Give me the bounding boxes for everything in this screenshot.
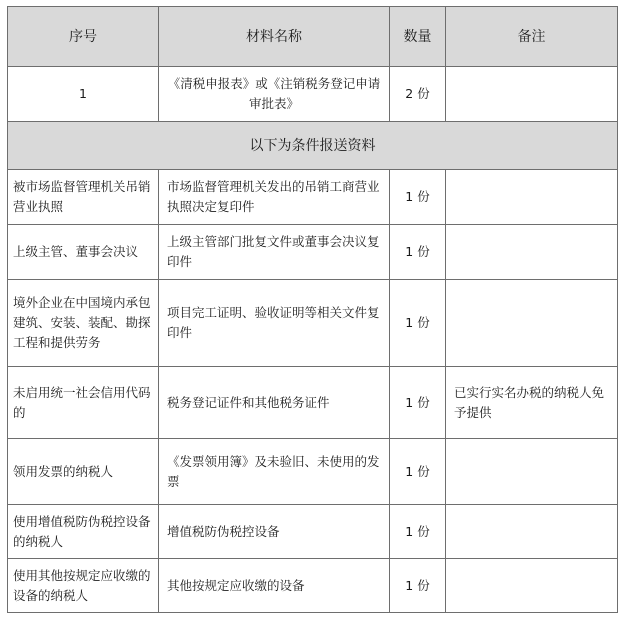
header-no: 序号 [8,7,159,67]
row-material: 《发票领用簿》及未验旧、未使用的发票 [159,439,390,505]
row-note [446,225,618,280]
row-category: 未启用统一社会信用代码的 [8,367,159,439]
materials-table [7,6,618,613]
section-title: 以下为条件报送资料 [8,122,618,170]
row-qty: 1 份 [390,170,446,225]
row-note [446,67,618,122]
row-category: 使用其他按规定应收缴的设备的纳税人 [8,559,159,613]
table-row [8,170,618,225]
row-category: 被市场监督管理机关吊销营业执照 [8,170,159,225]
table-row [8,367,618,439]
row-qty: 1 份 [390,505,446,559]
row-material: 增值税防伪税控设备 [159,505,390,559]
section-row [8,122,618,170]
table-row [8,505,618,559]
row-material: 项目完工证明、验收证明等相关文件复印件 [159,280,390,367]
table-row [8,225,618,280]
row-note [446,170,618,225]
row-qty: 1 份 [390,559,446,613]
table-row [8,280,618,367]
row-no: 1 [8,67,159,122]
header-row [8,7,618,67]
header-note: 备注 [446,7,618,67]
row-note [446,505,618,559]
row-material: 税务登记证件和其他税务证件 [159,367,390,439]
row-category: 领用发票的纳税人 [8,439,159,505]
table-row-first [8,67,618,122]
row-qty: 1 份 [390,367,446,439]
row-qty: 1 份 [390,225,446,280]
row-category: 使用增值税防伪税控设备的纳税人 [8,505,159,559]
table-row [8,559,618,613]
row-material: 其他按规定应收缴的设备 [159,559,390,613]
row-note [446,439,618,505]
header-qty: 数量 [390,7,446,67]
header-name: 材料名称 [159,7,390,67]
row-category: 境外企业在中国境内承包建筑、安装、装配、勘探工程和提供劳务 [8,280,159,367]
row-material: 上级主管部门批复文件或董事会决议复印件 [159,225,390,280]
table-row [8,439,618,505]
row-material: 市场监督管理机关发出的吊销工商营业执照决定复印件 [159,170,390,225]
row-note [446,559,618,613]
row-note: 已实行实名办税的纳税人免予提供 [446,367,618,439]
row-qty: 1 份 [390,439,446,505]
row-category: 上级主管、董事会决议 [8,225,159,280]
row-qty: 2 份 [390,67,446,122]
row-note [446,280,618,367]
row-name: 《清税申报表》或《注销税务登记申请审批表》 [159,67,390,122]
row-qty: 1 份 [390,280,446,367]
